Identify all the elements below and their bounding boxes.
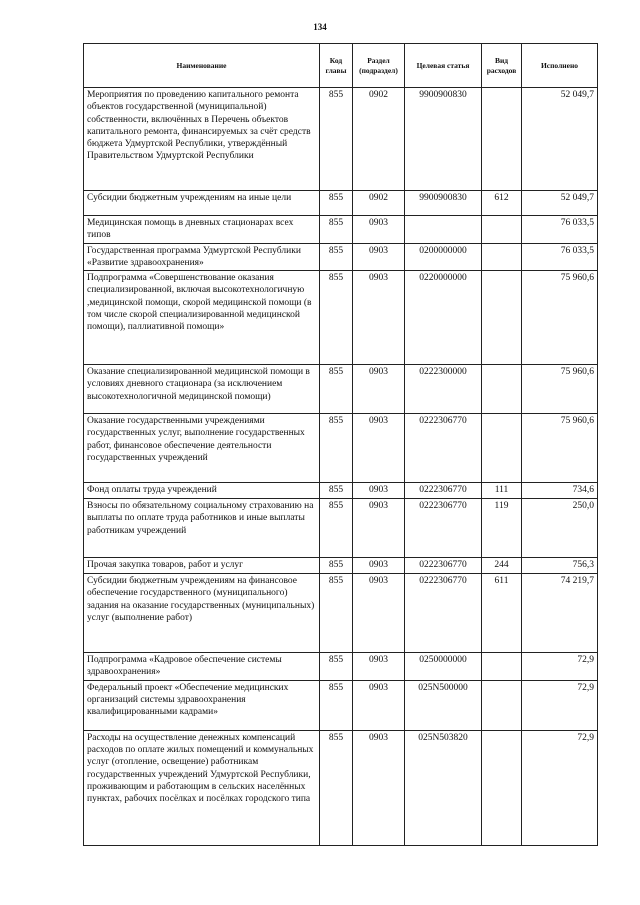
row-code-cell: 855: [320, 680, 353, 730]
table-row: [84, 414, 598, 483]
column-header-type: Вид расходов: [482, 44, 522, 88]
row-section-cell: 0903: [353, 271, 405, 365]
row-type-cell: 612: [482, 191, 522, 216]
row-target-cell: 0222306770: [405, 414, 482, 483]
row-code-cell: 855: [320, 271, 353, 365]
row-name-cell: Фонд оплаты труда учреждений: [84, 483, 320, 499]
row-target-cell: 025N503820: [405, 730, 482, 845]
row-amount-cell: 52 049,7: [522, 191, 598, 216]
row-target-cell: 025N500000: [405, 680, 482, 730]
row-target-cell: 9900900830: [405, 88, 482, 191]
row-target-cell: [405, 216, 482, 244]
table-row: [84, 499, 598, 558]
row-amount-cell: 74 219,7: [522, 574, 598, 653]
row-name-cell: Субсидии бюджетным учреждениям на иные цели: [84, 191, 320, 216]
table-header-row: [84, 44, 598, 88]
row-section-cell: 0902: [353, 191, 405, 216]
row-section-cell: 0903: [353, 653, 405, 681]
row-amount-cell: 75 960,6: [522, 365, 598, 414]
column-header-name: Наименование: [84, 44, 320, 88]
row-amount-cell: 72,9: [522, 653, 598, 681]
column-header-target: Целевая статья: [405, 44, 482, 88]
row-type-cell: [482, 271, 522, 365]
row-name-cell: Подпрограмма «Совершенствование оказания специализированной, включая высокотехнологичную ,медицинской помощи, скорой медицинской помощи (в том числе скорой специализированной медицинской помощи), паллиативной помощи»: [84, 271, 320, 365]
table-row: [84, 243, 598, 271]
row-name-cell: Субсидии бюджетным учреждениям на финансовое обеспечение государственного (муниципального) задания на оказание государственных (муниципальных) услуг (выполнение работ): [84, 574, 320, 653]
row-name-cell: Медицинская помощь в дневных стационарах всех типов: [84, 216, 320, 244]
row-type-cell: 244: [482, 558, 522, 574]
row-amount-cell: 75 960,6: [522, 271, 598, 365]
row-type-cell: 111: [482, 483, 522, 499]
table-row: [84, 216, 598, 244]
row-target-cell: 0200000000: [405, 243, 482, 271]
row-type-cell: [482, 680, 522, 730]
row-target-cell: 9900900830: [405, 191, 482, 216]
row-amount-cell: 75 960,6: [522, 414, 598, 483]
row-code-cell: 855: [320, 243, 353, 271]
row-type-cell: [482, 653, 522, 681]
row-code-cell: 855: [320, 558, 353, 574]
table-row: [84, 730, 598, 845]
row-code-cell: 855: [320, 574, 353, 653]
column-header-executed: Исполнено: [522, 44, 598, 88]
row-target-cell: 0220000000: [405, 271, 482, 365]
row-type-cell: [482, 730, 522, 845]
row-target-cell: 0222300000: [405, 365, 482, 414]
table-row: [84, 365, 598, 414]
row-amount-cell: 756,3: [522, 558, 598, 574]
row-name-cell: Государственная программа Удмуртской Республики «Развитие здравоохранения»: [84, 243, 320, 271]
row-section-cell: 0903: [353, 414, 405, 483]
row-name-cell: Подпрограмма «Кадровое обеспечение системы здравоохранения»: [84, 653, 320, 681]
row-amount-cell: 734,6: [522, 483, 598, 499]
row-type-cell: [482, 88, 522, 191]
column-header-section: Раздел (подраздел): [353, 44, 405, 88]
row-name-cell: Взносы по обязательному социальному страхованию на выплаты по оплате труда работников и иные выплаты работникам учреждений: [84, 499, 320, 558]
column-header-code: Код главы: [320, 44, 353, 88]
row-amount-cell: 250,0: [522, 499, 598, 558]
row-type-cell: 611: [482, 574, 522, 653]
row-name-cell: Оказание специализированной медицинской помощи в условиях дневного стационара (за исключением высокотехнологичной медицинской помощи): [84, 365, 320, 414]
row-type-cell: [482, 414, 522, 483]
row-amount-cell: 72,9: [522, 730, 598, 845]
row-type-cell: 119: [482, 499, 522, 558]
row-code-cell: 855: [320, 653, 353, 681]
row-code-cell: 855: [320, 365, 353, 414]
table-row: [84, 271, 598, 365]
table-row: [84, 653, 598, 681]
row-target-cell: 0222306770: [405, 558, 482, 574]
row-code-cell: 855: [320, 191, 353, 216]
row-section-cell: 0903: [353, 574, 405, 653]
row-type-cell: [482, 365, 522, 414]
table-row: [84, 191, 598, 216]
row-section-cell: 0902: [353, 88, 405, 191]
row-section-cell: 0903: [353, 730, 405, 845]
row-section-cell: 0903: [353, 483, 405, 499]
row-target-cell: 0222306770: [405, 499, 482, 558]
expenditure-table: [83, 43, 598, 846]
row-code-cell: 855: [320, 88, 353, 191]
table-row: [84, 88, 598, 191]
row-amount-cell: 76 033,5: [522, 243, 598, 271]
table-row: [84, 680, 598, 730]
row-code-cell: 855: [320, 499, 353, 558]
row-section-cell: 0903: [353, 499, 405, 558]
table-row: [84, 483, 598, 499]
row-target-cell: 0250000000: [405, 653, 482, 681]
table-row: [84, 574, 598, 653]
row-code-cell: 855: [320, 414, 353, 483]
row-amount-cell: 52 049,7: [522, 88, 598, 191]
row-amount-cell: 72,9: [522, 680, 598, 730]
row-name-cell: Прочая закупка товаров, работ и услуг: [84, 558, 320, 574]
row-target-cell: 0222306770: [405, 574, 482, 653]
row-section-cell: 0903: [353, 365, 405, 414]
row-type-cell: [482, 243, 522, 271]
row-amount-cell: 76 033,5: [522, 216, 598, 244]
page-number: 134: [313, 22, 327, 32]
table-row: [84, 558, 598, 574]
row-section-cell: 0903: [353, 216, 405, 244]
row-section-cell: 0903: [353, 558, 405, 574]
row-type-cell: [482, 216, 522, 244]
row-code-cell: 855: [320, 216, 353, 244]
row-code-cell: 855: [320, 483, 353, 499]
row-name-cell: Федеральный проект «Обеспечение медицинских организаций системы здравоохранения квалифицированными кадрами»: [84, 680, 320, 730]
row-name-cell: Оказание государственными учреждениями государственных услуг, выполнение государственных работ, финансовое обеспечение деятельности государственных учреждений: [84, 414, 320, 483]
row-target-cell: 0222306770: [405, 483, 482, 499]
row-name-cell: Мероприятия по проведению капитального ремонта объектов государственной (муниципальной) собственности, включённых в Перечень объектов капитального ремонта, финансируемых за счёт средств бюджета Удмуртской Республики, утверждённый Правительством Удмуртской Республики: [84, 88, 320, 191]
row-section-cell: 0903: [353, 243, 405, 271]
row-name-cell: Расходы на осуществление денежных компенсаций расходов по оплате жилых помещений и коммунальных услуг (отопление, освещение) работникам государственных учреждений Удмуртской Республики, проживающим и работающим в сельских населённых пунктах, рабочих посёлках и посёлках городского типа: [84, 730, 320, 845]
row-code-cell: 855: [320, 730, 353, 845]
row-section-cell: 0903: [353, 680, 405, 730]
